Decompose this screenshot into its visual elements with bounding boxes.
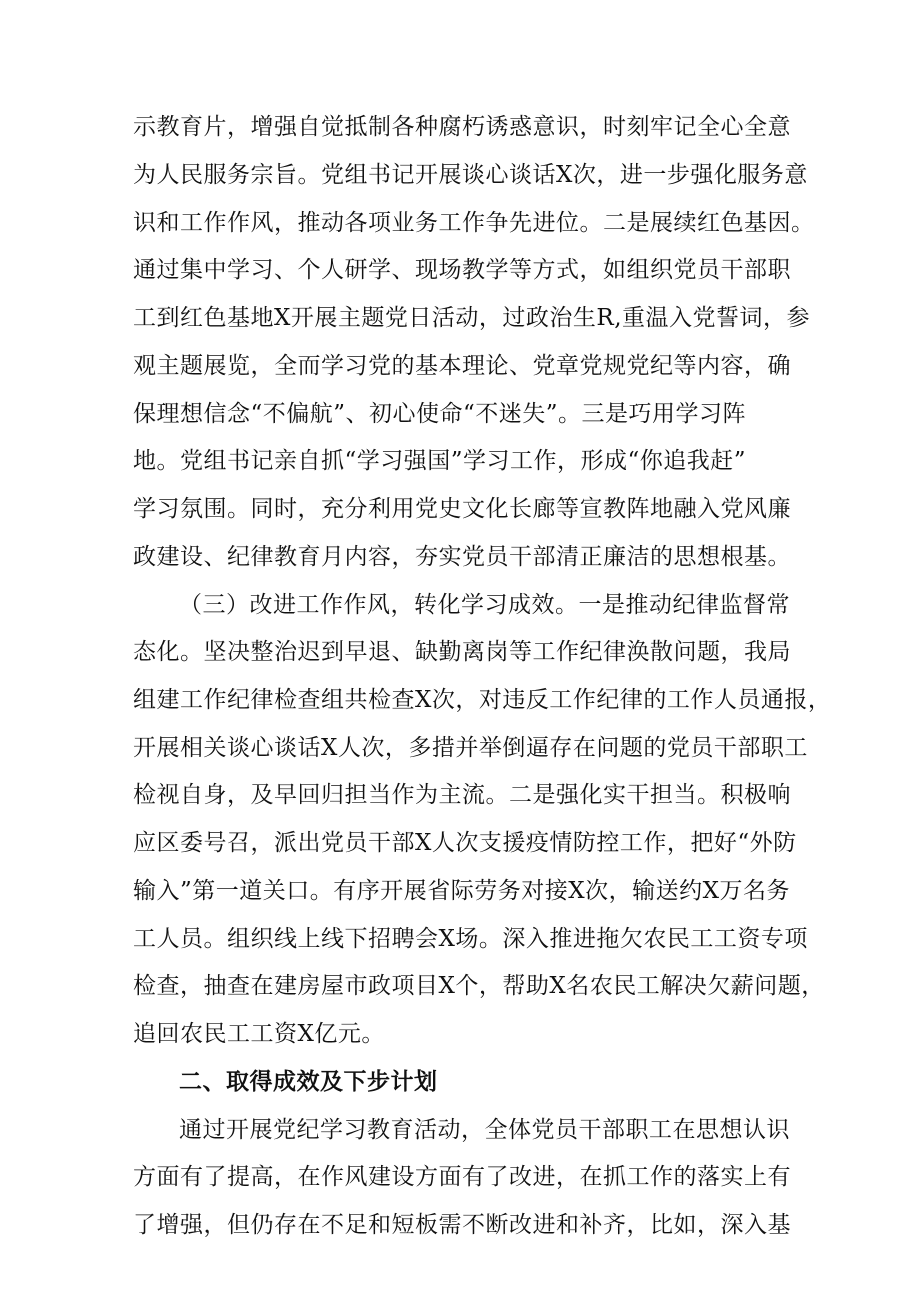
- section-heading: 二、取得成效及下步计划: [179, 1069, 438, 1095]
- paragraph-line: 组建工作纪律检查组共检查X次，对违反工作纪律的工作人员通报，: [133, 687, 832, 713]
- paragraph-line: 政建设、纪律教育月内容，夯实党员干部清正廉洁的思想根基。: [133, 544, 791, 570]
- paragraph-line: 追回农民工工资X亿元。: [133, 1021, 385, 1047]
- paragraph-line: 方面有了提高，在作风建设方面有了改进，在抓工作的落实上有: [133, 1164, 791, 1190]
- paragraph-line: 工到红色基地X开展主题党日活动，过政治生R,重温入党誓词，参: [133, 305, 811, 331]
- paragraph-line: 应区委号召，派出党员干部X人次支援疫情防控工作，把好“外防: [133, 830, 797, 856]
- paragraph-line: 保理想信念“不偏航”、初心使命“不迷失”。三是巧用学习阵: [133, 401, 747, 427]
- paragraph-line: 通过集中学习、个人研学、现场教学等方式，如组织党员干部职: [133, 257, 791, 283]
- paragraph-line: 了增强，但仍存在不足和短板需不断改进和补齐，比如，深入基: [133, 1212, 791, 1238]
- paragraph-line: 检查，抽查在建房屋市政项目X个，帮助X名农民工解决欠薪问题，: [133, 973, 825, 999]
- paragraph-line: 通过开展党纪学习教育活动，全体党员干部职工在思想认识: [179, 1117, 790, 1143]
- section-heading-line: （三）改进工作作风，转化学习成效。一是推动纪律监督常: [179, 592, 790, 618]
- paragraph-line: 地。党组书记亲自抓“学习强国”学习工作，形成“你追我赶”: [133, 448, 747, 474]
- paragraph-line: 工人员。组织线上线下招聘会X场。深入推进拖欠农民工工资专项: [133, 926, 808, 952]
- paragraph-line: 开展相关谈心谈话X人次，多措并举倒逼存在问题的党员干部职工: [133, 735, 808, 761]
- paragraph-line: 检视自身，及早回归担当作为主流。二是强化实干担当。积极响: [133, 782, 791, 808]
- paragraph-line: 态化。坚决整治迟到早退、缺勤离岗等工作纪律涣散问题，我局: [133, 639, 791, 665]
- paragraph-line: 示教育片，增强自觉抵制各种腐朽诱惑意识，时刻牢记全心全意: [133, 114, 791, 140]
- paragraph-line: 学习氛围。同时，充分利用党史文化长廊等宣教阵地融入党风廉: [133, 496, 791, 522]
- paragraph-line: 输入”第一道关口。有序开展省际劳务对接X次，输送约X万名务: [133, 878, 791, 904]
- paragraph-line: 识和工作作风，推动各项业务工作争先进位。二是展续红色基因。: [133, 210, 815, 236]
- paragraph-line: 为人民服务宗旨。党组书记开展谈心谈话X次，进一步强化服务意: [133, 162, 808, 188]
- paragraph-line: 观主题展览，全而学习党的基本理论、党章党规党纪等内容，确: [133, 353, 791, 379]
